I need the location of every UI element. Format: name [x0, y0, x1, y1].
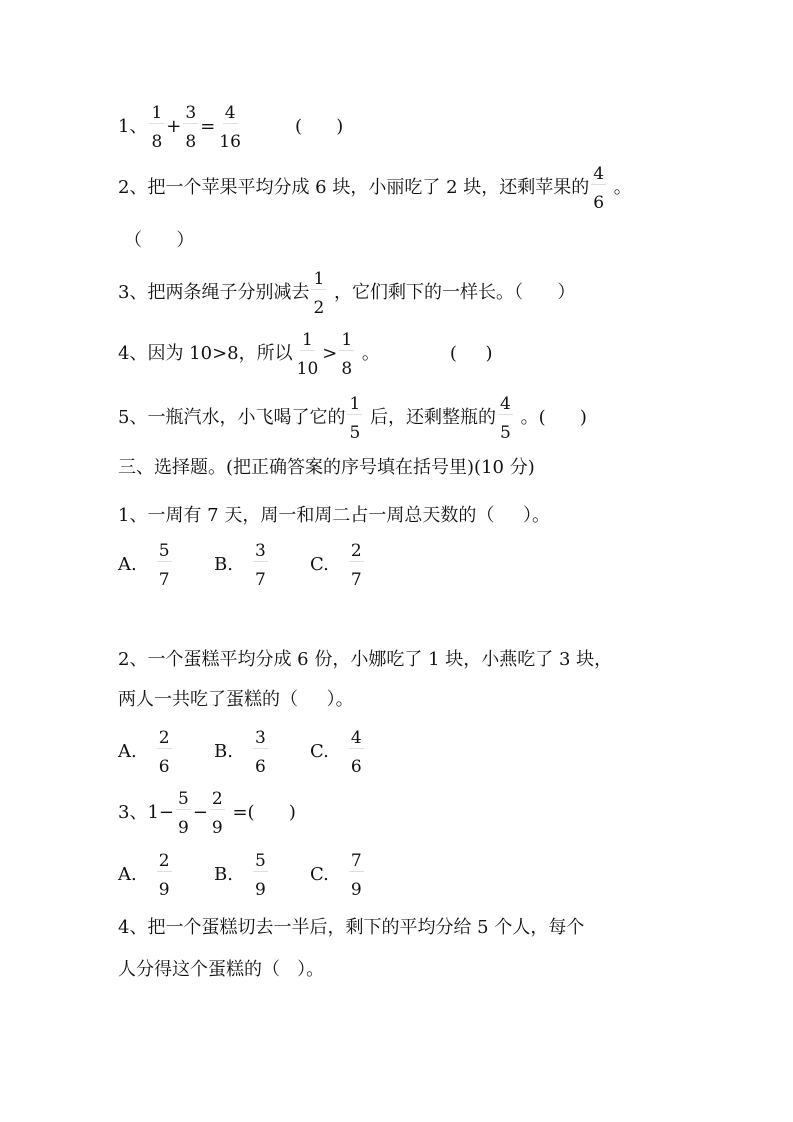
- numerator: 2: [158, 727, 170, 748]
- option-a[interactable]: [118, 728, 214, 777]
- fraction: [347, 394, 362, 443]
- question-text: 2、一个蛋糕平均分成 6 份，小娜吃了 1 块，小燕吃了 3 块，: [118, 649, 613, 670]
- judge-item-2: [118, 163, 632, 213]
- option-label: C.: [310, 864, 329, 885]
- denominator: 6: [350, 756, 362, 777]
- denominator: 9: [178, 817, 189, 838]
- choice-item-2: [118, 648, 612, 672]
- question-text: 4、因为 10>8，所以: [118, 343, 293, 364]
- denominator: 7: [254, 569, 266, 590]
- question-text: 。: [356, 343, 380, 364]
- fraction: [311, 269, 326, 318]
- denominator: 8: [185, 131, 197, 152]
- denominator: 9: [211, 817, 223, 838]
- numerator: 1: [313, 268, 325, 289]
- fraction: [157, 728, 172, 777]
- question-text: 两人一共吃了蛋糕的（ ）。: [118, 689, 354, 710]
- choice-item-2-cont: [118, 688, 354, 712]
- answer-blank[interactable]: =( ): [226, 802, 296, 823]
- fraction: [591, 164, 606, 213]
- numerator: 3: [185, 102, 197, 123]
- judge-item-3: [118, 268, 576, 318]
- denominator: 6: [158, 756, 170, 777]
- fraction: [349, 851, 364, 900]
- numerator: 1: [349, 393, 361, 414]
- option-b[interactable]: [214, 851, 310, 900]
- fraction: [253, 851, 268, 900]
- item-number: 1、: [118, 116, 148, 137]
- question-text: 3、1−: [118, 802, 174, 823]
- denominator: 6: [593, 192, 605, 213]
- section-title: 三、选择题。(把正确答案的序号填在括号里)(10 分): [118, 457, 535, 478]
- question-text: 后，还剩整瓶的: [364, 407, 497, 428]
- choice-options-2: [118, 727, 406, 777]
- option-label: C.: [310, 741, 329, 762]
- question-text: 4、把一个蛋糕切去一半后，剩下的平均分给 5 个人，每个: [118, 917, 585, 938]
- fraction: [176, 789, 191, 838]
- choice-item-1: [118, 504, 550, 528]
- option-a[interactable]: [118, 851, 214, 900]
- answer-blank[interactable]: ( ): [449, 343, 493, 364]
- fraction: [157, 851, 172, 900]
- choice-item-4-cont: [118, 958, 324, 982]
- judge-item-5: [118, 393, 587, 443]
- option-label: A.: [118, 554, 137, 575]
- denominator: 9: [350, 879, 362, 900]
- fraction: [339, 330, 354, 379]
- answer-blank[interactable]: （ ）: [124, 230, 195, 251]
- numerator: 4: [350, 727, 362, 748]
- option-label: C.: [310, 554, 329, 575]
- numerator: 5: [158, 540, 170, 561]
- numerator: 1: [302, 329, 313, 350]
- fraction: [183, 103, 198, 152]
- numerator: 2: [350, 540, 362, 561]
- judge-item-2-blank[interactable]: [124, 229, 194, 253]
- choice-item-3: [118, 788, 296, 838]
- choice-options-1: [118, 540, 406, 590]
- denominator: 9: [254, 879, 266, 900]
- numerator: 5: [254, 850, 266, 871]
- denominator: 9: [158, 879, 170, 900]
- fraction: [349, 541, 364, 590]
- question-text: 。: [608, 177, 632, 198]
- judge-item-1: [118, 102, 344, 152]
- option-c[interactable]: [310, 851, 406, 900]
- judge-item-4: [118, 329, 493, 379]
- numerator: 2: [211, 788, 223, 809]
- denominator: 7: [158, 569, 170, 590]
- question-text: 5、一瓶汽水，小飞喝了它的: [118, 407, 346, 428]
- option-label: A.: [118, 864, 137, 885]
- fraction: [149, 103, 164, 152]
- operator: −: [192, 802, 208, 823]
- option-label: B.: [214, 741, 233, 762]
- option-label: A.: [118, 741, 137, 762]
- denominator: 8: [151, 131, 163, 152]
- option-b[interactable]: [214, 728, 310, 777]
- fraction: [295, 330, 321, 379]
- fraction: [253, 728, 268, 777]
- choice-item-4: [118, 916, 584, 940]
- answer-blank[interactable]: ( ): [294, 116, 344, 137]
- fraction: [253, 541, 268, 590]
- fraction: [217, 103, 243, 152]
- numerator: 1: [341, 329, 353, 350]
- denominator: 2: [313, 297, 325, 318]
- option-c[interactable]: [310, 728, 406, 777]
- numerator: 4: [500, 393, 511, 414]
- option-label: B.: [214, 864, 233, 885]
- operator: =: [200, 116, 216, 137]
- question-text: 1、一周有 7 天，周一和周二占一周总天数的（ ）。: [118, 505, 550, 526]
- numerator: 4: [593, 163, 605, 184]
- denominator: 16: [219, 131, 241, 152]
- numerator: 3: [254, 727, 266, 748]
- question-text: ，它们剩下的一样长。（ ）: [328, 282, 576, 303]
- numerator: 7: [350, 850, 362, 871]
- numerator: 2: [158, 850, 170, 871]
- question-text: 3、把两条绳子分别减去: [118, 282, 310, 303]
- fraction: [157, 541, 172, 590]
- denominator: 6: [254, 756, 266, 777]
- numerator: 3: [254, 540, 266, 561]
- numerator: 5: [178, 788, 189, 809]
- operator: +: [166, 116, 182, 137]
- denominator: 5: [500, 422, 511, 443]
- fraction: [349, 728, 364, 777]
- numerator: 1: [151, 102, 163, 123]
- operator: >: [322, 343, 338, 364]
- question-text: 人分得这个蛋糕的（ ）。: [118, 959, 325, 980]
- choice-options-3: [118, 850, 406, 900]
- question-text: 2、把一个苹果平均分成 6 块，小丽吃了 2 块，还剩苹果的: [118, 177, 590, 198]
- option-c[interactable]: [310, 541, 406, 590]
- denominator: 5: [349, 422, 361, 443]
- option-a[interactable]: [118, 541, 214, 590]
- fraction: [498, 394, 513, 443]
- section-heading: [118, 456, 535, 480]
- denominator: 7: [350, 569, 362, 590]
- denominator: 10: [296, 358, 319, 379]
- fraction: [210, 789, 225, 838]
- option-label: B.: [214, 554, 233, 575]
- question-text: 。( ): [514, 407, 587, 428]
- denominator: 8: [341, 358, 353, 379]
- option-b[interactable]: [214, 541, 310, 590]
- numerator: 4: [224, 102, 236, 123]
